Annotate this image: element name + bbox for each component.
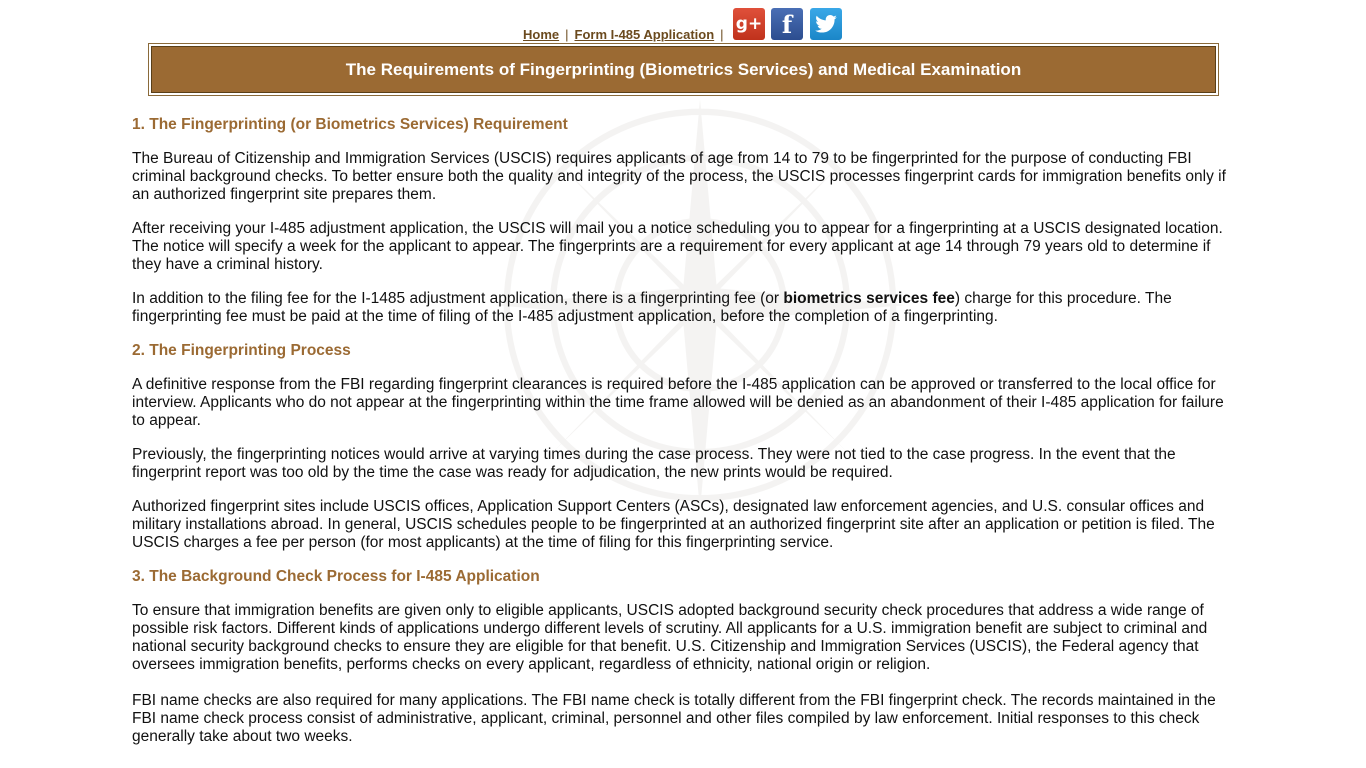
paragraph: Previously, the fingerprinting notices would arrive at varying times during the case process. They were not tied to the case progress. In the event that the fingerprint report was too old by the time the case was ready for adjudication, the new prints would be required. bbox=[132, 446, 1176, 481]
title-banner-frame bbox=[148, 43, 1219, 96]
section-heading: 1. The Fingerprinting (or Biometrics Services) Requirement bbox=[132, 116, 568, 133]
nav-links bbox=[523, 27, 730, 42]
fee-text-before: In addition to the filing fee for the I-1485 adjustment application, there is a fingerprinting fee (or bbox=[132, 290, 784, 307]
top-navigation bbox=[0, 0, 1366, 44]
facebook-icon: f bbox=[781, 9, 793, 39]
title-banner bbox=[151, 46, 1216, 93]
fee-bold-term: biometrics services fee bbox=[783, 290, 955, 307]
fee-text-after: ) charge for this procedure. The fingerprinting fee must be paid at the time of filing of the I-485 adjustment application, before the completion of a fingerprinting. bbox=[132, 290, 1172, 325]
section-heading: 3. The Background Check Process for I-485 Application bbox=[132, 568, 540, 585]
nav-link-form-i485[interactable]: Form I-485 Application bbox=[574, 27, 715, 42]
paragraph: To ensure that immigration benefits are given only to eligible applicants, USCIS adopted background security check procedures that address a wide range of possible risk factors. Different kinds of applications undergo different levels of scrutiny. All applicants for a U.S. immigration benefit are subject to criminal and national security background checks to ensure they are eligible for that benefit. U.S. Citizenship and Immigration Services (USCIS), the Federal agency that oversees immigration benefits, performs checks on every applicant, regardless of ethnicity, national origin or religion. bbox=[132, 602, 1208, 673]
paragraph: FBI name checks are also required for many applications. The FBI name check is totally different from the FBI fingerprint check. The records maintained in the FBI name check process consist of administrative, applicant, criminal, personnel and other files compiled by law enforcement. Initial responses to this check generally take about two weeks. bbox=[132, 692, 1216, 745]
twitter-bird-icon bbox=[815, 15, 837, 33]
paragraph-fee bbox=[132, 290, 1238, 326]
google-plus-icon: g+ bbox=[735, 14, 763, 34]
paragraph: After receiving your I-485 adjustment application, the USCIS will mail you a notice scheduling you to appear for a fingerprinting at a USCIS designated location. The notice will specify a week for the applicant to appear. The fingerprints are a requirement for every applicant at age 14 through 79 years old to determine if they have a criminal history. bbox=[132, 220, 1223, 273]
section-heading: 2. The Fingerprinting Process bbox=[132, 342, 351, 359]
article-body bbox=[132, 116, 1238, 762]
nav-separator: | bbox=[565, 27, 569, 42]
twitter-share-button[interactable] bbox=[810, 8, 842, 40]
facebook-share-button[interactable] bbox=[771, 8, 803, 40]
paragraph: The Bureau of Citizenship and Immigration Services (USCIS) requires applicants of age from 14 to 79 to be fingerprinted for the purpose of conducting FBI criminal background checks. To better ensure both the quality and integrity of the process, the USCIS processes fingerprint cards for immigration benefits only if an authorized fingerprint site prepares them. bbox=[132, 150, 1226, 203]
google-plus-share-button[interactable] bbox=[733, 8, 765, 40]
page-title: The Requirements of Fingerprinting (Biometrics Services) and Medical Examination bbox=[345, 59, 1022, 79]
paragraph: A definitive response from the FBI regarding fingerprint clearances is required before the I-485 application can be approved or transferred to the local office for interview. Applicants who do not appear at the fingerprinting within the time frame allowed will be denied as an abandonment of their I-485 application for failure to appear. bbox=[132, 376, 1224, 429]
nav-separator: | bbox=[720, 27, 724, 42]
nav-link-home[interactable]: Home bbox=[523, 27, 560, 42]
paragraph: Authorized fingerprint sites include USCIS offices, Application Support Centers (ASCs), designated law enforcement agencies, and U.S. consular offices and military installations abroad. In general, USCIS schedules people to be fingerprinted at an authorized fingerprint site after an application or petition is filed. The USCIS charges a fee per person (for most applicants) at the time of filing for this fingerprinting service. bbox=[132, 498, 1215, 551]
